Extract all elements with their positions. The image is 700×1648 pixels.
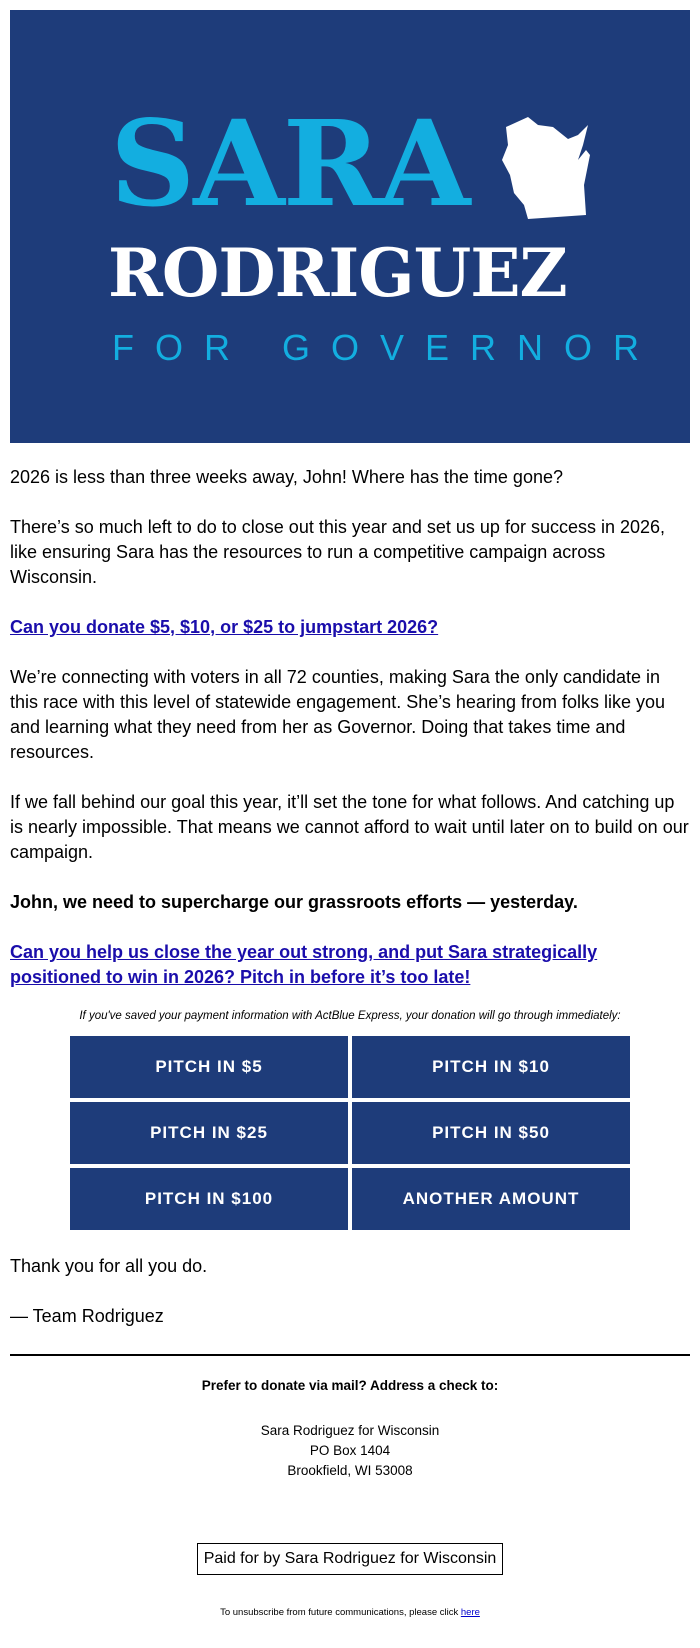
donation-buttons	[70, 1036, 630, 1230]
logo-rodriguez: RODRIGUEZ	[108, 234, 567, 312]
thanks-text: Thank you for all you do.	[10, 1256, 208, 1276]
footer	[10, 1378, 690, 1648]
donate-link-2[interactable]: Can you help us close the year out strong, and put Sara strategically positioned to win in 2026? Pitch in before it’s too late!	[10, 942, 598, 987]
actblue-note: If you've saved your payment information with ActBlue Express, your donation will go through immediately:	[79, 1010, 621, 1022]
wisconsin-map-icon	[498, 115, 598, 225]
paragraph-4: If we fall behind our goal this year, it’ll set the tone for what follows. And catching up is nearly impossible. That means we cannot afford to wait until later on to build on our campaign.	[10, 792, 689, 862]
pitch-in-5-button[interactable]: PITCH IN $5	[70, 1036, 348, 1098]
signature: — Team Rodriguez	[10, 1306, 164, 1326]
unsubscribe-link[interactable]: here	[460, 1607, 480, 1618]
paragraph-3: We’re connecting with voters in all 72 counties, making Sara the only candidate in this race with this level of statewide engagement. She’s hearing from folks like you and learning what they need from her as Governor. Doing that takes time and resources.	[10, 667, 666, 762]
pitch-in-25-button[interactable]: PITCH IN $25	[70, 1102, 348, 1164]
paragraph-5: John, we need to supercharge our grassroots efforts — yesterday.	[10, 892, 578, 912]
logo-for-governor: FOR GOVERNOR	[112, 327, 661, 368]
address-line-2: PO Box 1404	[309, 1443, 391, 1458]
address-line-3: Brookfield, WI 53008	[287, 1463, 413, 1478]
unsubscribe-label: To unsubscribe from future communications, please click	[220, 1607, 461, 1618]
donate-link-1[interactable]: Can you donate $5, $10, or $25 to jumpstart 2026?	[10, 617, 439, 637]
logo-sara: SARA	[110, 94, 469, 233]
pitch-in-100-button[interactable]: PITCH IN $100	[70, 1168, 348, 1230]
pitch-in-50-button[interactable]: PITCH IN $50	[352, 1102, 630, 1164]
another-amount-button[interactable]: ANOTHER AMOUNT	[352, 1168, 630, 1230]
campaign-logo-banner	[10, 10, 690, 443]
unsubscribe-text	[10, 1607, 690, 1648]
address-line-1: Sara Rodriguez for Wisconsin	[260, 1423, 440, 1438]
paragraph-intro: 2026 is less than three weeks away, John! Where has the time gone?	[10, 467, 563, 487]
pitch-in-10-button[interactable]: PITCH IN $10	[352, 1036, 630, 1098]
paid-for-by-disclaimer: Paid for by Sara Rodriguez for Wisconsin	[197, 1543, 504, 1575]
divider	[10, 1354, 690, 1356]
mailing-address	[10, 1421, 690, 1481]
paragraph-2: There’s so much left to do to close out this year and set us up for success in 2026, like ensuring Sara has the resources to run a competitive campaign across Wisconsin.	[10, 517, 666, 587]
mail-donation-heading: Prefer to donate via mail? Address a check to:	[201, 1378, 499, 1393]
